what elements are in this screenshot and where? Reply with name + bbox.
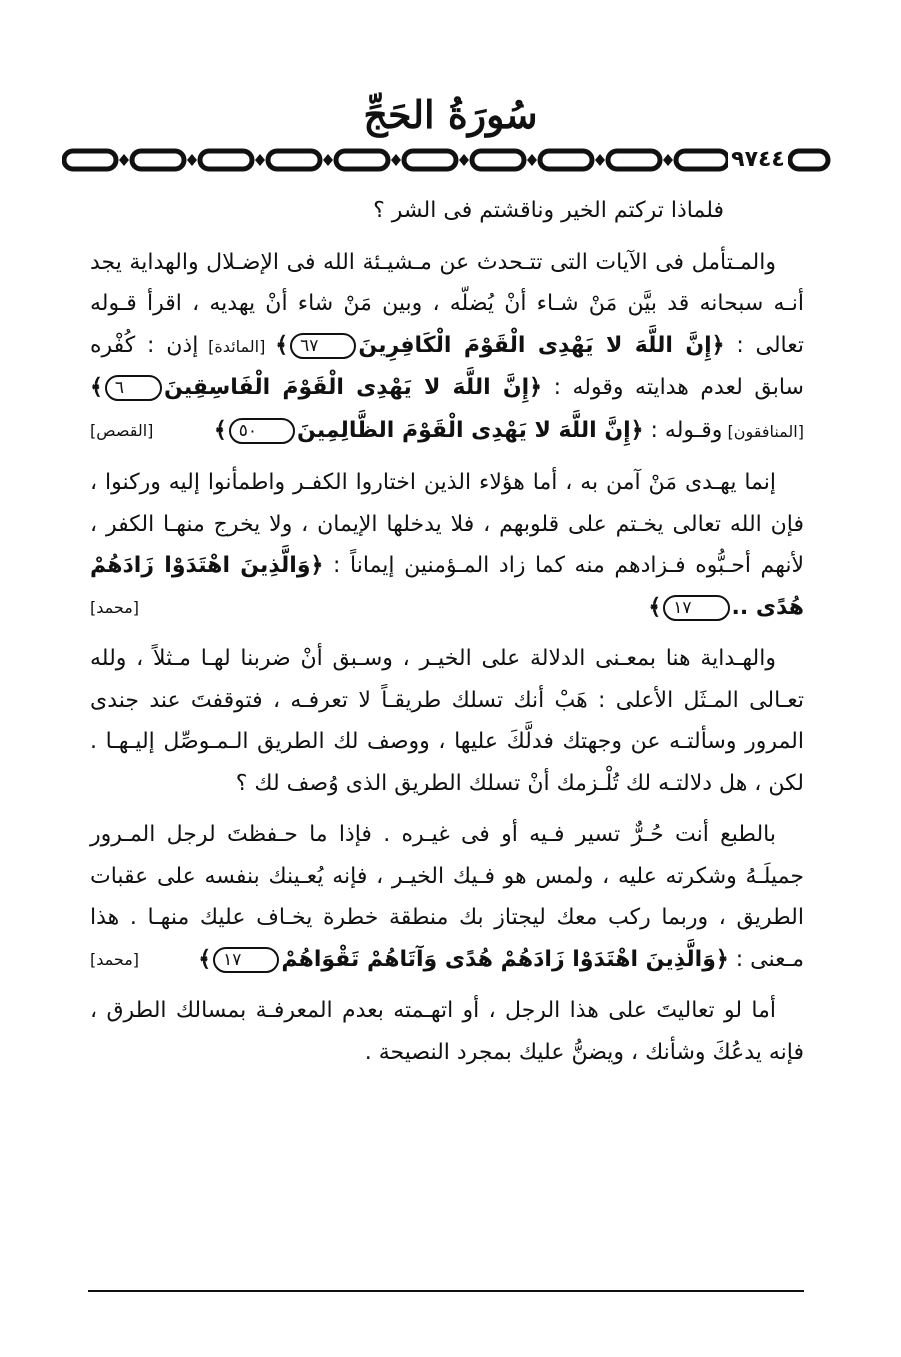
quran-verse: ﴿إِنَّ اللَّهَ لا يَهْدِى الْقَوْمَ الْكَافِرِينَ — [358, 332, 725, 358]
paragraph — [90, 638, 804, 804]
ayah-number: ٦ — [105, 375, 162, 401]
paragraph-text: بالطبع أنت حُـرٌّ تسير فـيه أو فى غيـره . فإذا ما حـفظتَ لرجل المـرور جميلَـهُ وشكرته عليه ، ولمس هو فـيك الخيـر ، فإنه يُعـينك بنفسه على عقبات الطريق ، وربما ركب معك ليجتاز بك منطقة خطرة يخـاف عليك منهـا . هذا مـعنى : — [90, 822, 804, 972]
ayah-number: ٦٧ — [290, 333, 356, 359]
ayah-number: ١٧ — [663, 595, 729, 621]
surah-title: سُورَةُ الحَجِّ — [363, 92, 538, 137]
ayah-number: ٥٠ — [229, 418, 295, 444]
quran-verse: ﴾ — [648, 594, 662, 620]
paragraph-text: أما لو تعاليتَ على هذا الرجل ، أو اتهـمته بعدم المعرفـة بمسالك الطرق ، فإنه يدعُكَ وشأنك ، ويضنُّ عليك بمجرد النصيحة . — [90, 998, 804, 1065]
paragraph — [90, 990, 804, 1073]
quran-verse: ﴾ — [213, 417, 227, 443]
ayah-number: ١٧ — [213, 947, 279, 973]
paragraph — [90, 242, 804, 453]
paragraph-text: إنما يهـدى مَنْ آمن به ، أما هؤلاء الذين اختاروا الكفـر واطمأنوا إليه وركنوا ، فإن الله تعالى يخـتم على قلوبهم ، فلا يدخلها الإيمان ، ولا يخرج منهـا الكفر ، لأنهم أحـبُّوه فـزادهم منه كما زاد المـؤمنين إيماناً : — [90, 470, 805, 578]
ornamental-header-band — [62, 142, 832, 178]
body-text — [90, 190, 804, 1083]
quran-verse: ﴿إِنَّ اللَّهَ لا يَهْدِى الْقَوْمَ الظَّالِمِينَ — [297, 417, 644, 443]
paragraph — [90, 814, 804, 980]
paragraph — [90, 190, 804, 232]
surah-reference: [محمد] — [90, 597, 140, 617]
surah-reference: [المائدة] — [198, 336, 276, 356]
paragraph-text: إذن : كُفْره سابق لعدم هدايته وقوله : — [90, 332, 804, 400]
quran-verse: ﴿وَالَّذِينَ اهْتَدَوْا زَادَهُمْ هُدًى وَآتَاهُمْ تَقْوَاهُمْ — [281, 946, 729, 972]
paragraph-text: والمـتأمل فى الآيات التى تتـحدث عن مـشيـئة الله فى الإضـلال والهداية يجد أنـه سبحانه قد بيَّن مَنْ شـاء أنْ يُضلّه ، وبين مَنْ شاء أنْ يهديه ، اقرأ قـوله تعالى : — [90, 249, 804, 358]
paragraph-text: وقـوله : — [643, 417, 723, 443]
paragraph-text: فلماذا تركتم الخير وناقشتم فى الشر ؟ — [373, 198, 724, 223]
quran-verse: ﴾ — [198, 946, 212, 972]
page-number: ٩٧٤٤ — [728, 144, 788, 176]
chain-ornament-icon — [62, 142, 832, 178]
paragraph-text: والهـداية هنا بمعـنى الدلالة على الخيـر ، وسـبق أنْ ضربنا لهـا مـثلاً ، ولله تعـالى المـثَل الأعلى : هَبْ أنك تسلك طريقـاً لا تعرفـه ، فتوقفتَ عند جندى المرور وسألتـه عن وجهتك فدلَّكَ عليها ، ووصف لك الطريق الـمـوصِّل إليـهـا . لكن ، هل دلالتـه لك تُلْـزمك أنْ تسلك الطريق الذى وُصف لك ؟ — [90, 646, 804, 796]
quran-verse: ﴾ — [90, 375, 103, 400]
quran-verse: ﴿وَالَّذِينَ اهْتَدَوْا زَادَهُمْ هُدًى .. — [90, 553, 804, 620]
surah-reference: [القصص] — [90, 420, 154, 440]
quran-verse: ﴿إِنَّ اللَّهَ لا يَهْدِى الْقَوْمَ الْفَاسِقِينَ — [164, 375, 543, 400]
footer-rule — [88, 1290, 804, 1292]
paragraph — [90, 462, 804, 628]
surah-reference: [المنافقون] — [722, 421, 804, 441]
surah-reference: [محمد] — [90, 949, 140, 969]
quran-verse: ﴾ — [275, 332, 289, 358]
